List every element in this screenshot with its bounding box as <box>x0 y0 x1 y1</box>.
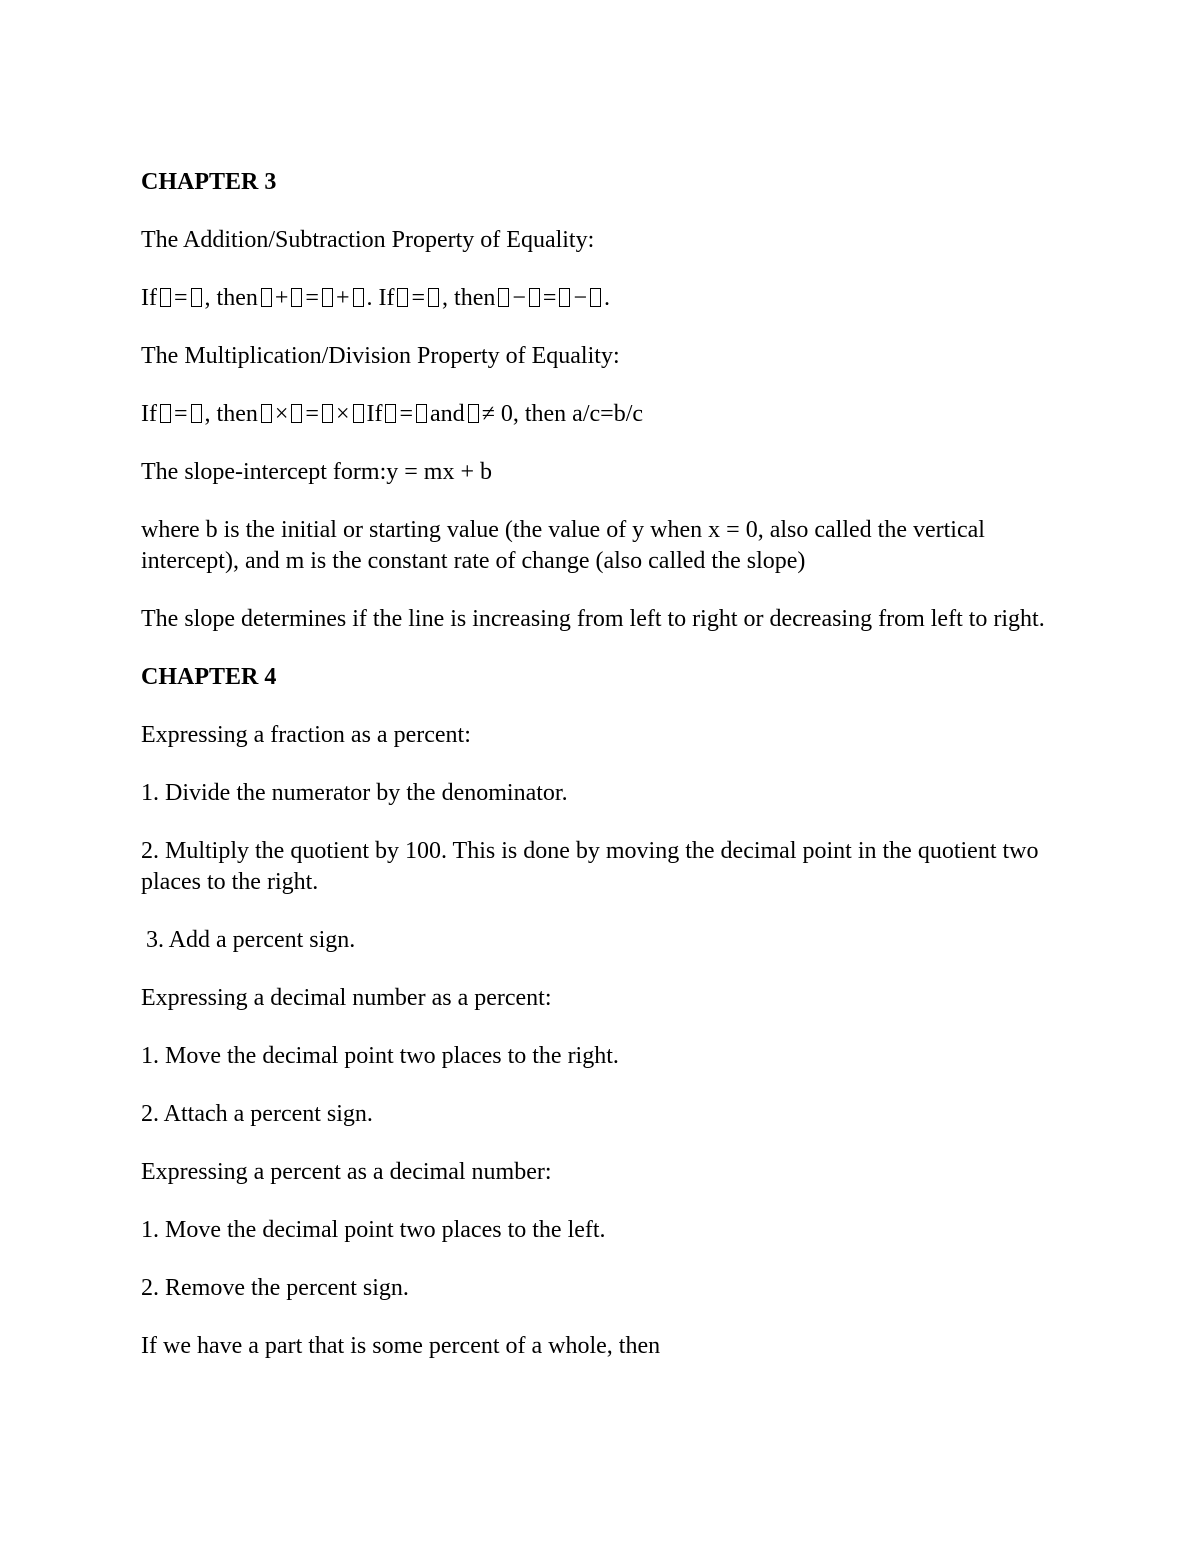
missing-glyph-box <box>385 404 396 423</box>
list-item: 3. Add a percent sign. <box>146 927 356 953</box>
missing-glyph-box <box>191 404 202 423</box>
missing-glyph-box <box>397 288 408 307</box>
slope-intercept-form: The slope-intercept form:y = mx + b <box>141 459 492 485</box>
chapter-4-heading: CHAPTER 4 <box>141 664 277 690</box>
formula-text: If <box>141 285 157 311</box>
missing-glyph-box <box>498 288 509 307</box>
list-item: 2. Attach a percent sign. <box>141 1101 373 1127</box>
list-item: 1. Move the decimal point two places to the right. <box>141 1043 619 1069</box>
formula-text: . <box>604 285 610 311</box>
formula-text: = <box>399 401 414 427</box>
list-item: 2. Remove the percent sign. <box>141 1275 409 1301</box>
missing-glyph-box <box>353 404 364 423</box>
multiplication-division-formula <box>141 399 1061 430</box>
formula-text: × <box>274 401 289 427</box>
formula-text: = <box>305 401 319 427</box>
addition-subtraction-title: The Addition/Subtraction Property of Equality: <box>141 227 595 253</box>
decimal-to-percent-title: Expressing a decimal number as a percent: <box>141 985 552 1011</box>
missing-glyph-box <box>291 288 302 307</box>
missing-glyph-box <box>191 288 202 307</box>
slope-explanation: where b is the initial or starting value (the value of y when x = 0, also called the vertical intercept), and m is the constant rate of change (also called the slope) <box>141 517 985 574</box>
part-whole-statement: If we have a part that is some percent of a whole, then <box>141 1333 661 1359</box>
formula-text: , then <box>204 401 258 427</box>
missing-glyph-box <box>529 288 540 307</box>
formula-text: If <box>141 401 157 427</box>
formula-text: = <box>173 285 188 311</box>
missing-glyph-box <box>416 404 427 423</box>
missing-glyph-box <box>322 404 333 423</box>
missing-glyph-box <box>160 288 171 307</box>
formula-text: − <box>512 285 526 311</box>
missing-glyph-box <box>590 288 601 307</box>
formula-text: = <box>173 401 188 427</box>
chapter-3-heading: CHAPTER 3 <box>141 169 277 195</box>
formula-text: = <box>305 285 319 311</box>
formula-text: , then <box>204 285 258 311</box>
formula-text: + <box>335 285 350 311</box>
missing-glyph-box <box>261 288 272 307</box>
formula-text: ≠ 0, then a/c=b/c <box>481 401 644 427</box>
missing-glyph-box <box>468 404 479 423</box>
list-item: 1. Divide the numerator by the denominator. <box>141 780 568 806</box>
formula-text: × <box>335 401 350 427</box>
missing-glyph-box <box>261 404 272 423</box>
multiplication-division-title: The Multiplication/Division Property of Equality: <box>141 343 620 369</box>
percent-to-decimal-title: Expressing a percent as a decimal number: <box>141 1159 552 1185</box>
missing-glyph-box <box>353 288 364 307</box>
missing-glyph-box <box>322 288 333 307</box>
missing-glyph-box <box>428 288 439 307</box>
formula-text: . If <box>366 285 395 311</box>
formula-text: and <box>430 401 465 427</box>
list-item: 1. Move the decimal point two places to the left. <box>141 1217 606 1243</box>
missing-glyph-box <box>559 288 570 307</box>
formula-text: − <box>573 285 587 311</box>
addition-subtraction-formula <box>141 283 1061 314</box>
fraction-to-percent-title: Expressing a fraction as a percent: <box>141 722 471 748</box>
list-item: 2. Multiply the quotient by 100. This is done by moving the decimal point in the quotient two places to the right. <box>141 838 1039 895</box>
formula-text: + <box>274 285 289 311</box>
missing-glyph-box <box>160 404 171 423</box>
formula-text: = <box>542 285 557 311</box>
formula-text: If <box>366 401 383 427</box>
slope-direction: The slope determines if the line is increasing from left to right or decreasing from left to right. <box>141 606 1045 632</box>
document-body <box>141 167 1061 1389</box>
formula-text: , then <box>442 285 496 311</box>
formula-text: = <box>411 285 426 311</box>
missing-glyph-box <box>291 404 302 423</box>
